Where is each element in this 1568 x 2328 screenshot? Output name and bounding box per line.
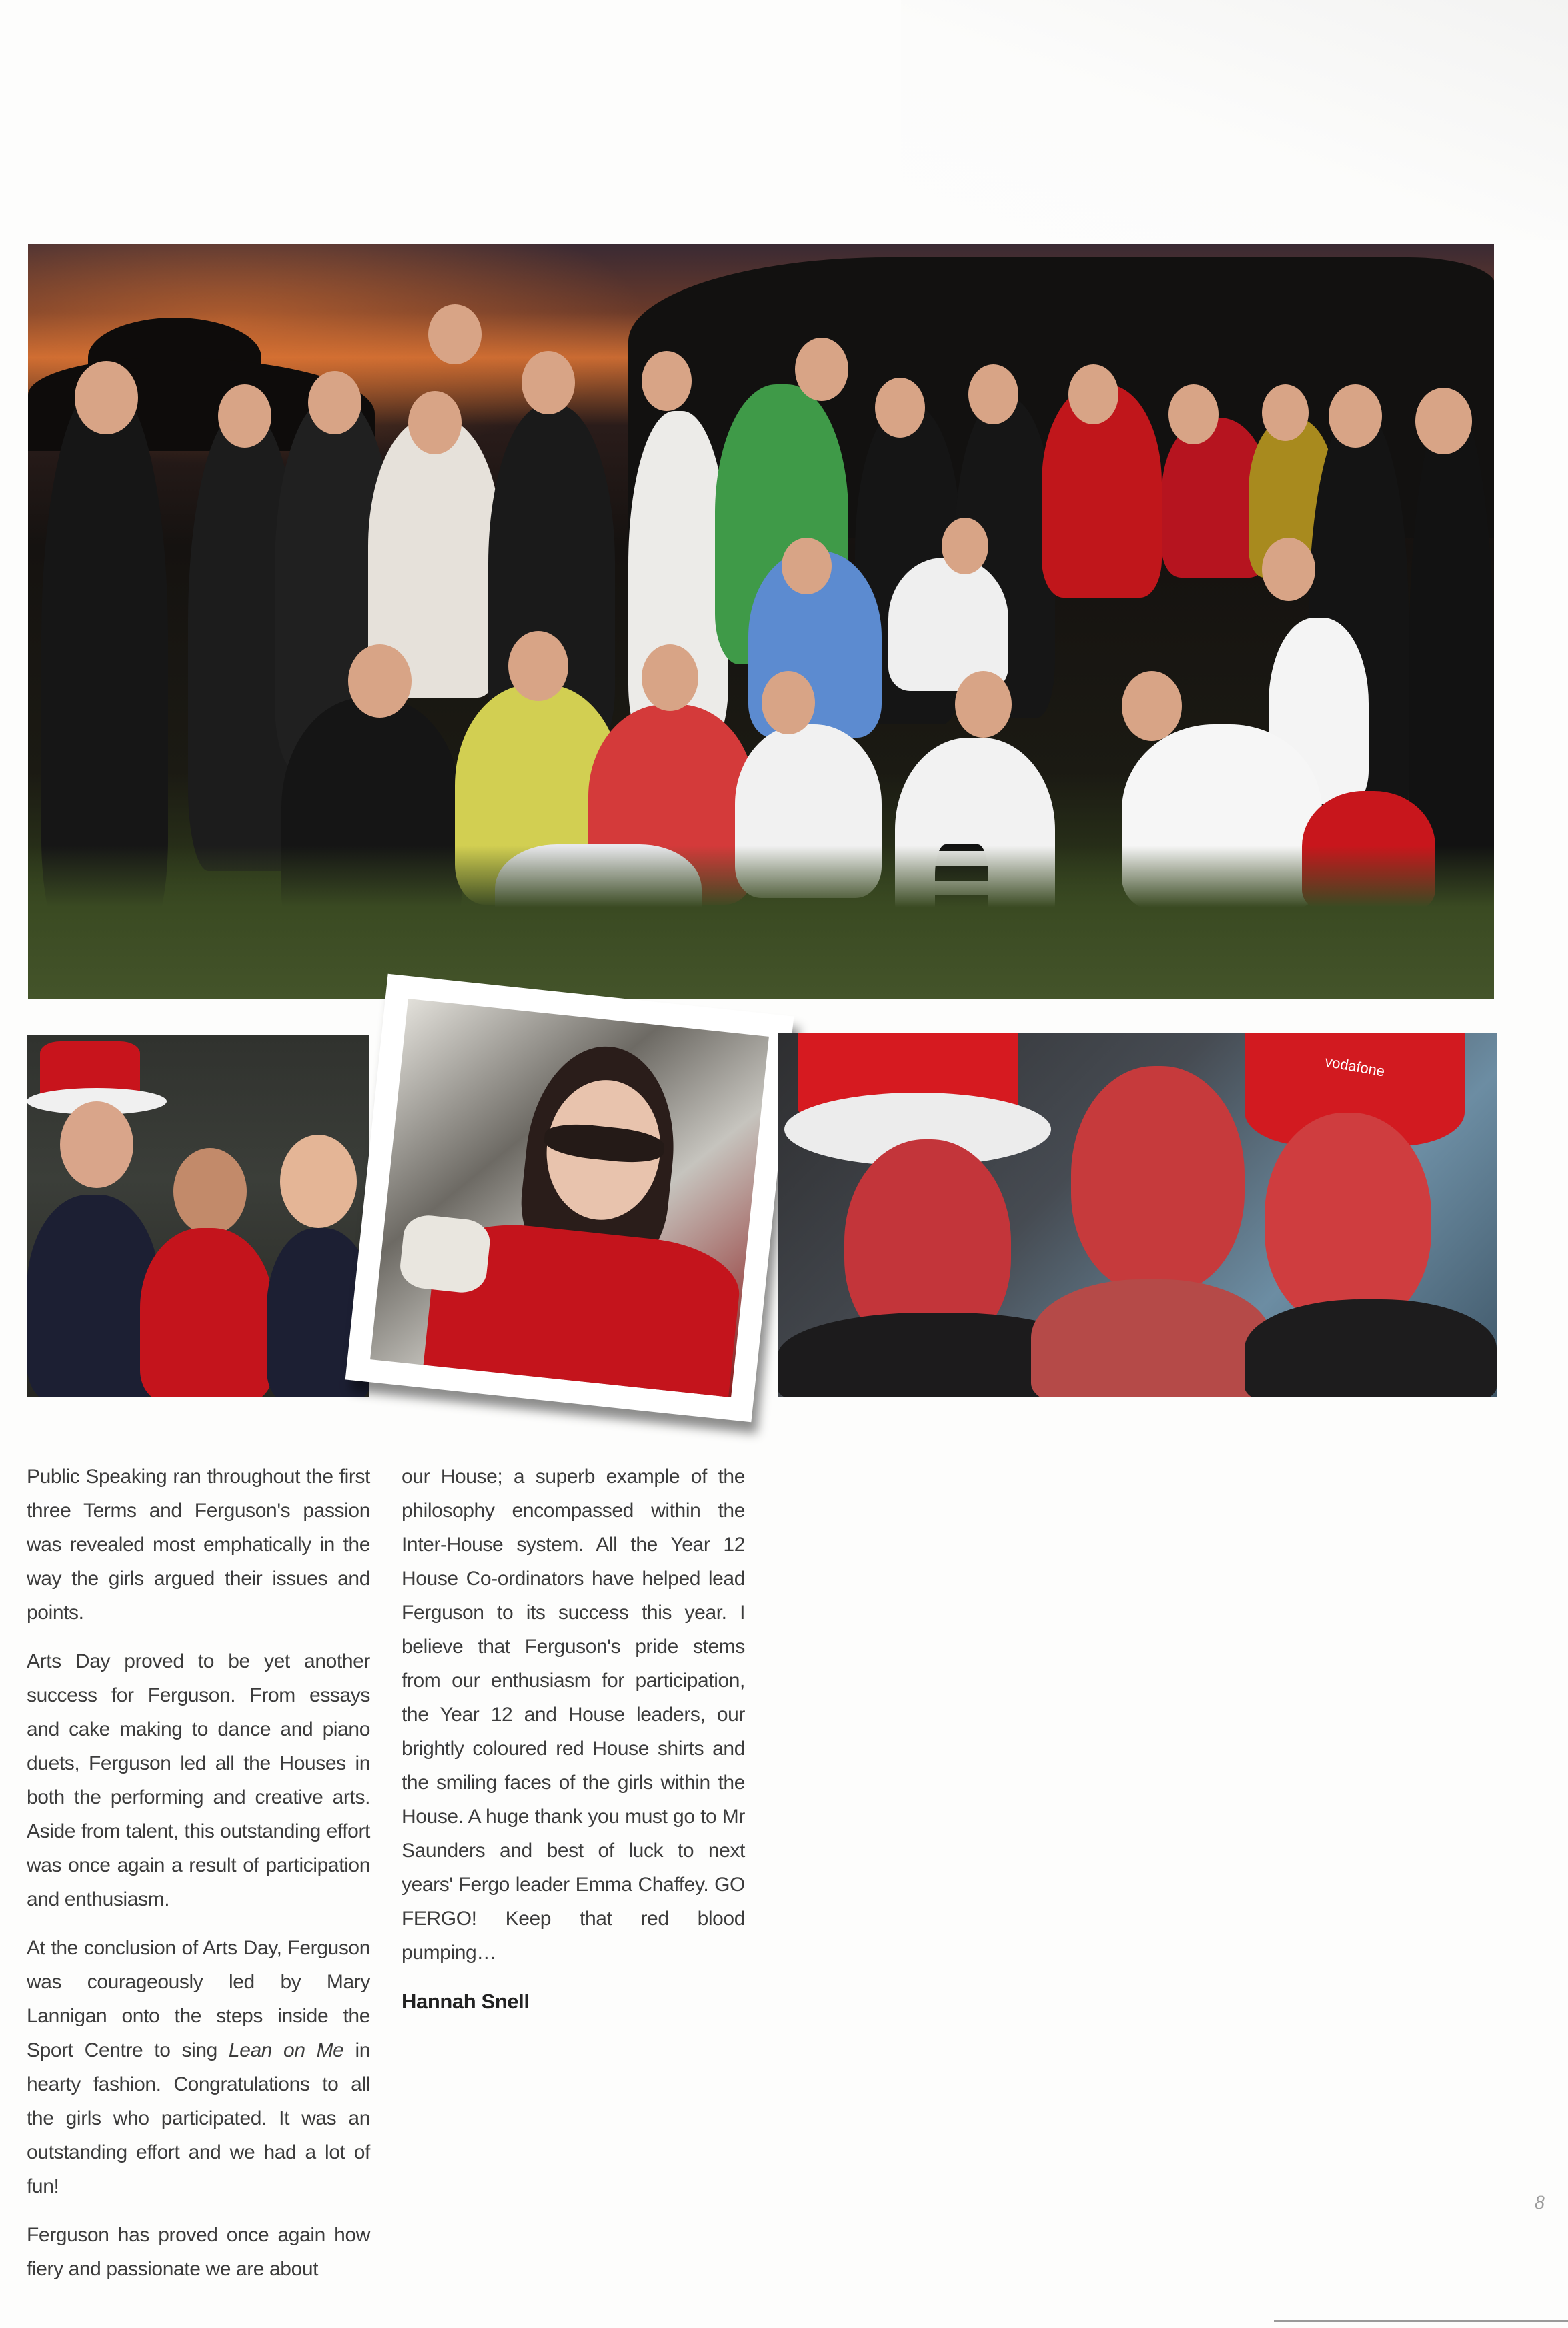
face xyxy=(942,518,988,574)
cap-logo: vodafone xyxy=(1323,1053,1387,1080)
face xyxy=(795,338,848,401)
bottom-rule xyxy=(1274,2320,1568,2322)
page-shade xyxy=(901,0,1568,240)
face xyxy=(1071,1066,1245,1293)
face xyxy=(308,371,361,434)
person xyxy=(140,1228,273,1397)
paragraph: Public Speaking ran throughout the first three Terms and Ferguson's passion was revealed most emphatically in the way the girls argued their issues and points. xyxy=(27,1466,370,1624)
face xyxy=(762,671,815,734)
paragraph xyxy=(27,1931,370,2203)
author-signature: Hannah Snell xyxy=(402,1990,530,2013)
text-run: At the conclusion of Arts Day, Ferguson was courageously led by Mary Lannigan onto the steps inside the Sport Centre to sing xyxy=(27,1937,370,2061)
face xyxy=(1262,384,1309,441)
face xyxy=(1329,384,1382,448)
face xyxy=(280,1135,357,1228)
girl-sunglasses-photo xyxy=(370,999,769,1397)
face xyxy=(875,378,925,438)
face xyxy=(1122,671,1182,741)
paragraph: Ferguson has proved once again how fiery and passionate we are about xyxy=(27,2224,370,2280)
article-column-2 xyxy=(402,1460,745,2033)
paragraph: our House; a superb example of the philosophy encompassed within the Inter-House system. All the Year 12 House Co-ordinators have helped lead Ferguson to its success this year. I believe that Ferguson's pride stems from our enthusiasm for participation, the Year 12 and House leaders, our brightly coloured red House shirts and the smiling faces of the girls within the House. A huge thank you must go to Mr Saunders and best of luck to next years' Fergo leader Emma Chaffey. GO FERGO! Keep that red blood pumping… xyxy=(402,1466,745,1964)
face xyxy=(1068,364,1118,424)
face xyxy=(348,644,412,718)
face xyxy=(968,364,1018,424)
shoulder xyxy=(1031,1279,1271,1397)
face xyxy=(60,1101,133,1188)
paper xyxy=(398,1213,492,1295)
face xyxy=(522,351,575,414)
article-column-1 xyxy=(27,1460,370,2301)
grass xyxy=(28,846,1494,999)
song-title: Lean on Me xyxy=(228,2039,344,2061)
face xyxy=(173,1148,247,1235)
face xyxy=(218,384,271,448)
face-paint-photo-left xyxy=(27,1035,369,1397)
paragraph: Arts Day proved to be yet another success for Ferguson. From essays and cake making to dance and piano duets, Ferguson led all the Houses in both the performing and creative arts. Aside from talent, this outstanding effort was once again a result of participation and enthusiasm. xyxy=(27,1650,370,1910)
polaroid-photo xyxy=(345,974,794,1423)
face xyxy=(408,391,462,454)
face xyxy=(1415,388,1472,454)
face xyxy=(1262,538,1315,601)
person xyxy=(1245,1299,1497,1397)
group-photo xyxy=(28,244,1494,999)
face xyxy=(75,361,138,434)
face xyxy=(1168,384,1219,444)
face xyxy=(1265,1113,1431,1326)
page-number: 8 xyxy=(1535,2191,1545,2213)
text-run: in hearty fashion. Congratulations to all the girls who participated. It was an outstanding effort and we had a lot of fun! xyxy=(27,2039,370,2197)
face xyxy=(642,644,698,711)
face xyxy=(955,671,1012,738)
face xyxy=(508,631,568,701)
face xyxy=(782,538,832,594)
person xyxy=(888,558,1008,691)
face xyxy=(428,304,482,364)
face xyxy=(642,351,692,411)
face-paint-photo-right xyxy=(778,1033,1497,1397)
